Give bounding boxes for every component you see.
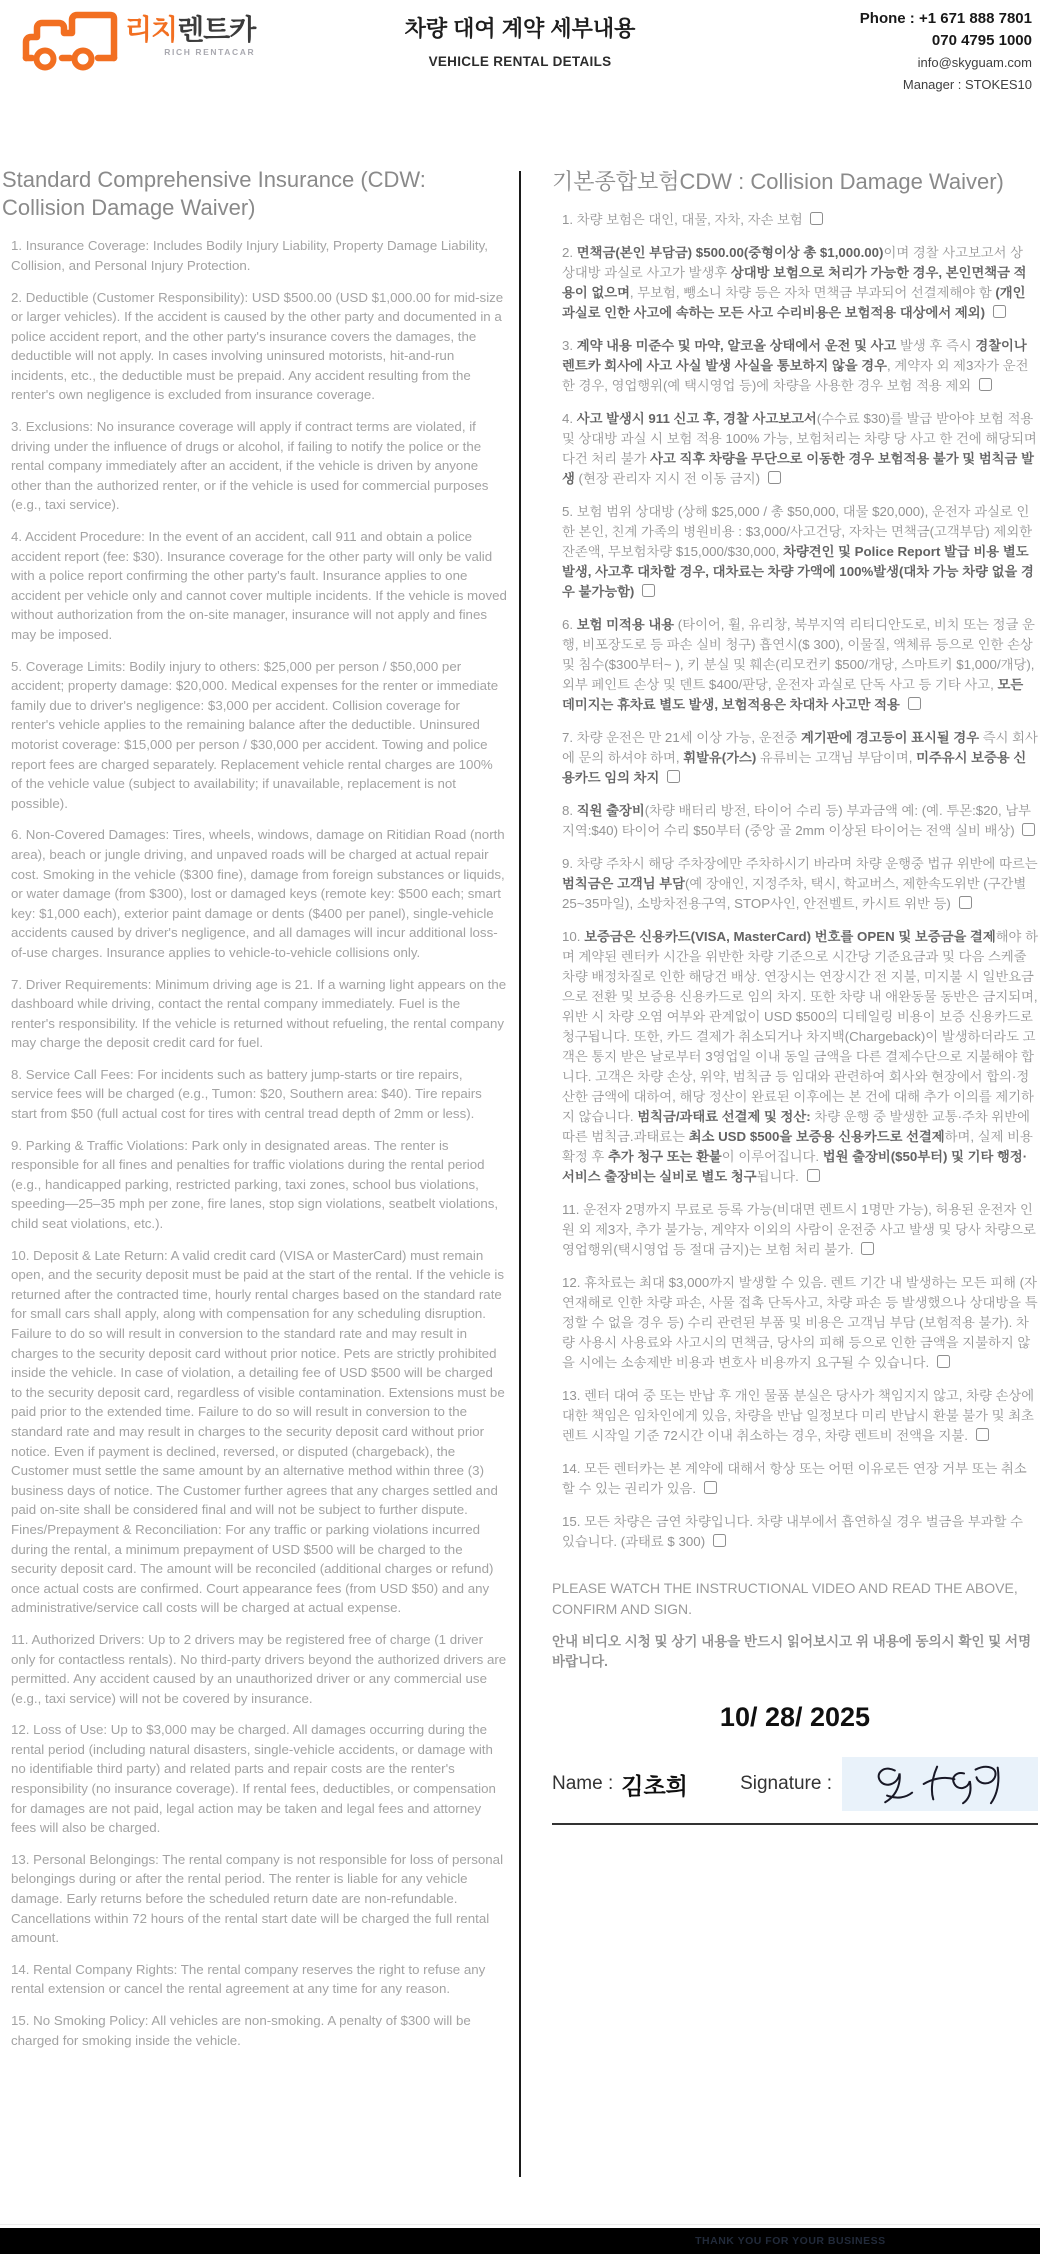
policy-item-en: 9. Parking & Traffic Violations: Park only in designated areas. The renter is responsible for all fines and penalties for traffic violations during the rental period (e.g., handicapped parking, restricted parking, taxi zones, school bus violations, speeding—25–35 mph per zone, fire lanes, stop sign violations, seatbelt violations, child seat violations, etc.). [11, 1137, 499, 1232]
policy-item-en: 1. Insurance Coverage: Includes Bodily Injury Liability, Property Damage Liability, Collision, and Personal Injury Protection. [11, 238, 488, 273]
korean-terms-list [552, 210, 1038, 1552]
policy-item-ko: 2. 면책금(본인 부담금) $500.00(중형이상 총 $1,000.00)이며 경찰 사고보고서 상 상대방 과실로 사고가 발생후 상대방 보험으로 처리가 가능한 경우, 본인면책금 적용이 없으며, 무보험, 뺑소니 차량 등은 자차 면책금 부과되어 선결제해야 함 (개인 과실로 인한 사고에 속하는 모든 사고 수리비용은 보험적용 대상에서 제외) [562, 245, 1027, 321]
logo-text [125, 16, 255, 57]
contact-info [860, 8, 1032, 96]
checkbox-icon[interactable] [667, 770, 680, 783]
policy-item-en: 11. Authorized Drivers: Up to 2 drivers may be registered free of charge (1 driver only for contactless rentals). No third-party drivers beyond the authorized drivers are permitted. Any accident caused by an unauthorized driver or any commercial use (e.g., taxi service) will not be covered by insurance. [11, 1631, 507, 1706]
policy-item-en: 3. Exclusions: No insurance coverage will apply if contract terms are violated, if driving under the influence of drugs or alcohol, if failing to notify the police or the rental company immediately after an accident, if the vehicle is driven by anyone other than the authorized renter, or if the vehicle is used for commercial purposes (e.g., taxi service). [11, 419, 489, 513]
policy-item-en: 6. Non-Covered Damages: Tires, wheels, windows, damage on Ritidian Road (north area), beach or jungle driving, and unpaved roads will be charged at actual repair cost. Smoking in the vehicle ($300 fine), damage from foreign substances or liquids, or water damage (from $300), lost or damaged keys (remote key: $500 each; smart key: $1,000 each), exterior paint damage or dents ($400 per panel), single-vehicle accidents caused by driver's negligence, and all damages will incur additional loss-of-use charges. Insurance applies to vehicle-to-vehicle collisions only. [11, 827, 505, 960]
policy-item-ko: 10. 보증금은 신용카드(VISA, MasterCard) 번호를 OPEN 및 보증금을 결제해야 하며 계약된 렌터카 시간을 위반한 차량 기준으로 시간당 기준요금과 및 다음 스케줄 차량 배정차질로 인한 해당건 배상. 연장시는 연장시간 전 지불, 미지불 시 일반요금으로 전환 및 보증용 신용카드로 임의 차지. 또한 차량 내 애완동물 동반은 금지되며, 위반 시 차량 오염 여부와 관계없이 USD $500의 디테일링 비용이 보증 신용카드로 청구됩니다. 또한, 카드 결제가 취소되거나 차지백(Chargeback)이 발생하더라도 고객은 통지 받은 날로부터 3영업일 이내 동일 금액을 다른 결제수단으로 지불해야 합니다. 고객은 차량 손상, 위약, 범칙금 등 임대와 관련하여 회사와 현장에서 합의·정산한 금액에 대하여, 해당 정산이 완료된 이후에는 본 건에 대해 추가 이의를 제기하지 않습니다. 범칙금/과태료 선결제 및 정산: 차량 운행 중 발생한 교통·주차 위반에 따른 범칙금.과태료는 최소 USD $500을 보증용 신용카드로 선결제하며, 실제 비용 확정 후 추가 청구 또는 환불이 이루어집니다. 법원 출장비($50부터) 및 기타 행정·서비스 출장비는 실비로 별도 청구됩니다. [562, 929, 1038, 1185]
checkbox-icon[interactable] [979, 378, 992, 391]
checkbox-icon[interactable] [807, 1169, 820, 1182]
signature-label: Signature : [740, 1773, 832, 1795]
policy-item-ko: 5. 보험 범위 상대방 (상해 $25,000 / 총 $50,000, 대물 $20,000), 운전자 과실로 인한 본인, 친계 가족의 병원비용 : $3,000/사고건당, 자차는 면책금(고객부담) 제외한 잔존액, 무보험차량 $15,000/$30,000, 차량견인 및 Police Report 발급 비용 별도 발생, 사고후 대차할 경우, 대차료는 차량 가액에 100%발생(대차 가능 차량 없을 경우 불가능함) [562, 504, 1034, 600]
renter-name: 김초희 [621, 1772, 688, 1799]
contract-date: 10/ 28/ 2025 [719, 1702, 871, 1733]
english-terms-heading: Standard Comprehensive Insurance (CDW: Collision Damage Waiver) [2, 167, 426, 221]
checkbox-icon[interactable] [768, 471, 781, 484]
footer-separator [0, 2224, 1040, 2225]
policy-item-ko: 9. 차량 주차시 해당 주차장에만 주차하시기 바라며 차량 운행중 법규 위반에 따르는 범칙금은 고객님 부담(예 장애인, 지정주차, 택시, 학교버스, 제한속도위반 (구간별 25~35마일), 소방차전용구역, STOP사인, 안전벨트, 카시트 위반 등) [562, 856, 1038, 912]
signature-stroke [855, 1759, 1025, 1809]
page-title-korean: 차량 대여 계약 세부내용 [404, 16, 636, 41]
checkbox-icon[interactable] [861, 1242, 874, 1255]
korean-terms-column [552, 168, 1038, 1825]
checkbox-icon[interactable] [713, 1534, 726, 1547]
korean-terms-heading: 기본종합보험CDW : Collision Damage Waiver) [552, 169, 1004, 194]
phone-number-secondary: 070 4795 1000 [931, 32, 1032, 49]
policy-item-ko: 15. 모든 차량은 금연 차량입니다. 차량 내부에서 흡연하실 경우 벌금을 부과할 수 있습니다. (과태료 $ 300) [562, 1514, 1024, 1550]
signature-pad[interactable] [842, 1757, 1038, 1811]
checkbox-icon[interactable] [1022, 823, 1035, 836]
company-logo [18, 6, 255, 74]
logo-subtext: RICH RENTACAR [164, 47, 256, 57]
checkbox-icon[interactable] [908, 697, 921, 710]
checkbox-icon[interactable] [959, 896, 972, 909]
english-terms-list [2, 236, 507, 2050]
checkbox-icon[interactable] [976, 1428, 989, 1441]
footer-message: THANK YOU FOR YOUR BUSINESS [695, 2235, 886, 2247]
confirm-instruction-korean: 안내 비디오 시청 및 상기 내용을 반드시 읽어보시고 위 내용에 동의시 확인 및 서명 바랍니다. [552, 1634, 1032, 1670]
name-label: Name : [552, 1773, 614, 1795]
column-divider [519, 171, 521, 2177]
policy-item-en: 10. Deposit & Late Return: A valid credit card (VISA or MasterCard) must remain open, and the security deposit must be paid at the start of the rental. If the vehicle is returned after the contracted time, hourly rental charges based on the standard rate for small cars shall apply, along with compensation for any scheduling disruption. Failure to do so will result in conversion to the standard rate and may result in charges to the security deposit card without prior notice. Pets are strictly prohibited inside the vehicle. In case of violation, a detailing fee of USD $500 will be charged to the security deposit card, regardless of visible contamination. Extensions must be paid prior to the extended time. Failure to do so will result in conversion to the standard rate and may result in charges to the security deposit card without prior notice. Even if payment is declined, reversed, or disputed (chargeback), the Customer must settle the same amount by an alternative method within three (3) business days of notice. The Customer further agrees that any charges settled and paid on-site shall be considered final and will not be subject to further dispute. Fines/Prepayment & Reconciliation: For any traffic or parking violations incurred during the rental, a minimum prepayment of USD $500 will be charged to the security deposit card. The amount will be reconciled (additional charges or refund) once actual costs are confirmed. Court appearance fees (from USD $50) and any administrative/service call costs will be charged at actual expense. [11, 1247, 505, 1616]
checkbox-icon[interactable] [810, 212, 823, 225]
policy-item-en: 14. Rental Company Rights: The rental company reserves the right to refuse any rental extension or cancel the rental agreement at any time for any reason. [11, 1961, 486, 1997]
policy-item-en: 12. Loss of Use: Up to $3,000 may be charged. All damages occurring during the rental period (including natural disasters, single-vehicle accidents, or damage with no identifiable third party) and related parts and repair costs are the renter's responsibility (no insurance coverage). If rental fees, deductibles, or compensation for damages are not paid, legal action may be taken and legal fees and attorney fees will also be charged. [11, 1722, 496, 1836]
policy-item-ko: 4. 사고 발생시 911 신고 후, 경찰 사고보고서(수수료 $30)를 발급 받아야 보험 적용 및 상대방 과실 시 보험 적용 100% 가능, 보험처리는 차량 당 사고 한 건에 해당되며 다건 처리 불가 사고 직후 차량을 무단으로 이동한 경우 보험적용 불가 및 범칙금 발생 (현장 관리자 지시 전 이동 금지) [562, 411, 1037, 487]
checkbox-icon[interactable] [704, 1481, 717, 1494]
policy-item-en: 13. Personal Belongings: The rental company is not responsible for loss of personal belongings during or after the rental period. The renter is liable for any vehicle damage. Early returns before the scheduled return date are non-refundable. Cancellations within 72 hours of the rental start date will be charged the full rental amount. [11, 1851, 504, 1946]
policy-item-ko: 1. 차량 보험은 대인, 대물, 자차, 자손 보험 [562, 210, 1038, 230]
signature-block [552, 1757, 1038, 1825]
policy-item-ko: 14. 모든 렌터카는 본 계약에 대해서 항상 또는 어떤 이유로든 연장 거부 또는 취소할 수 있는 권리가 있음. [562, 1461, 1027, 1497]
document-title [330, 12, 710, 69]
policy-item-en: 2. Deductible (Customer Responsibility): USD $500.00 (USD $1,000.00 for mid-size or larger vehicles). If the accident is caused by the other party and documented in a police accident report, and the other party's insurance covers the damages, the deductible will not apply. In cases involving uninsured motorists, hit-and-run incidents, etc., the deductible must be prepaid. Any accident resulting from the renter's own negligence is excluded from insurance coverage. [11, 289, 504, 403]
policy-item-en: 5. Coverage Limits: Bodily injury to others: $25,000 per person / $50,000 per accident; property damage: $20,000. Medical expenses for the renter or immediate family due to driver's negligence: $3,000 per accident. Collision coverage for renter's vehicle applies to the remaining balance after the deductible. Uninsured motorist coverage: $15,000 per person / $30,000 per accident. Towing and police report fees are charged separately. Replacement vehicle rental charges are 100% of the vehicle value (subject to availability; if unavailable, replacement is not possible). [11, 658, 499, 811]
policy-item-ko: 13. 렌터 대여 중 또는 반납 후 개인 물품 분실은 당사가 책임지지 않고, 차량 손상에 대한 책임은 임차인에게 있음, 차량을 반납 일정보다 미리 반납시 환불 불가 및 최초 렌트 시작일 기준 72시간 이내 취소하는 경우, 차량 렌트비 전액을 지불. [562, 1388, 1035, 1444]
policy-item-en: 7. Driver Requirements: Minimum driving age is 21. If a warning light appears on the dashboard while driving, contact the rental company immediately. Fuel is the renter's responsibility. If the vehicle is returned without refueling, the rental company may charge the deposit credit card for fuel. [11, 976, 507, 1051]
policy-item-ko: 6. 보험 미적용 내용 (타이어, 휠, 유리창, 북부지역 리티디안도로, 비치 또는 정글 운행, 비포장도로 등 파손 실비 청구) 흡연시($ 300), 이물질, 액체류 등으로 인한 손상 및 침수($300부터~ ), 키 분실 및 훼손(리모컨키 $500/개당, 스마트키 $1,000/개당), 외부 페인트 손상 및 덴트 $400/판당, 운전자 과실로 단독 사고 등 기타 사고, 모든 데미지는 휴차료 별도 발생, 보험적용은 차대차 사고만 적용 [562, 617, 1035, 713]
policy-item-en: 4. Accident Procedure: In the event of an accident, call 911 and obtain a police accident report (fee: $30). Insurance coverage for the other party will only be valid with a police report confirming the other party's fault. Insurance applies to one accident per vehicle only and cannot cover multiple incidents. If the vehicle is moved without authorization from the on-site manager, insurance will not apply and fines may be imposed. [11, 529, 507, 642]
page-title-english: VEHICLE RENTAL DETAILS [428, 54, 612, 69]
manager-name: Manager : STOKES10 [902, 77, 1032, 92]
logo-korean-orange: 리치 [125, 14, 178, 45]
policy-item-ko: 3. 계약 내용 미준수 및 마약, 알코올 상태에서 운전 및 사고 발생 후 즉시 경찰이나 렌트카 회사에 사고 사실 발생 사실을 통보하지 않을 경우, 계약자 외 제3자가 운전한 경우, 영업행위(예 택시영업 등)에 차량을 사용한 경우 보험 적용 제외 [562, 338, 1029, 394]
policy-item-en: 8. Service Call Fees: For incidents such as battery jump-starts or tire repairs, service fees will be charged (e.g., Tumon: $20, Southern area: $40). Tire repairs start from $50 (full actual cost for tires with central tread depth of 2mm or less). [11, 1066, 482, 1122]
car-logo-icon [18, 6, 122, 74]
policy-item-en: 15. No Smoking Policy: All vehicles are non-smoking. A penalty of $300 will be charged for smoking inside the vehicle. [11, 2013, 471, 2048]
checkbox-icon[interactable] [937, 1355, 950, 1368]
phone-number-primary: Phone : +1 671 888 7801 [859, 10, 1032, 27]
policy-item-ko: 11. 운전자 2명까지 무료로 등록 가능(비대면 렌트시 1명만 가능), 허용된 운전자 인원 외 제3자, 추가 불가능, 계약자 이외의 사람이 운전중 사고 발생 및 당사 차량으로 영업행위(택시영업 등 절대 금지)는 보험 처리 불가. [562, 1202, 1036, 1258]
checkbox-icon[interactable] [642, 584, 655, 597]
email-address: info@skyguam.com [917, 55, 1032, 70]
policy-item-ko: 8. 직원 출장비(차량 배터리 방전, 타이어 수리 등) 부과금액 예: (예. 투몬:$20, 남부지역:$40) 타이어 수리 $50부터 (중앙 골 2mm 이상된 타이어는 전액 실비 배상) [562, 801, 1038, 841]
policy-item-ko: 7. 차량 운전은 만 21세 이상 가능, 운전중 계기판에 경고등이 표시될 경우 즉시 회사에 문의 하셔야 하며, 휘발유(가스) 유류비는 고객님 부담이며, 미주유시 보증용 신용카드 임의 차지 [562, 730, 1038, 786]
checkbox-icon[interactable] [993, 305, 1006, 318]
confirm-instruction-english: PLEASE WATCH THE INSTRUCTIONAL VIDEO AND READ THE ABOVE, CONFIRM AND SIGN. [552, 1580, 1018, 1618]
logo-korean-dark: 렌트카 [177, 14, 256, 45]
policy-item-ko: 12. 휴차료는 최대 $3,000까지 발생할 수 있음. 렌트 기간 내 발생하는 모든 피해 (자연재해로 인한 차량 파손, 사물 접촉 단독사고, 차량 파손 등 발생했으나 상대방을 특정할 수 없을 경우 등) 수리 관련된 부품 및 비용은 고객님 부담 (보험적용 불가). 차량 사용시 사용료와 사고시의 면책금, 당사의 피해 등으로 인한 금액을 지불하지 않을 시에는 소송제반 비용과 변호사 비용까지 요구될 수 있습니다. [562, 1275, 1038, 1371]
english-terms-column [2, 166, 507, 2062]
footer-bar [0, 2228, 1040, 2254]
